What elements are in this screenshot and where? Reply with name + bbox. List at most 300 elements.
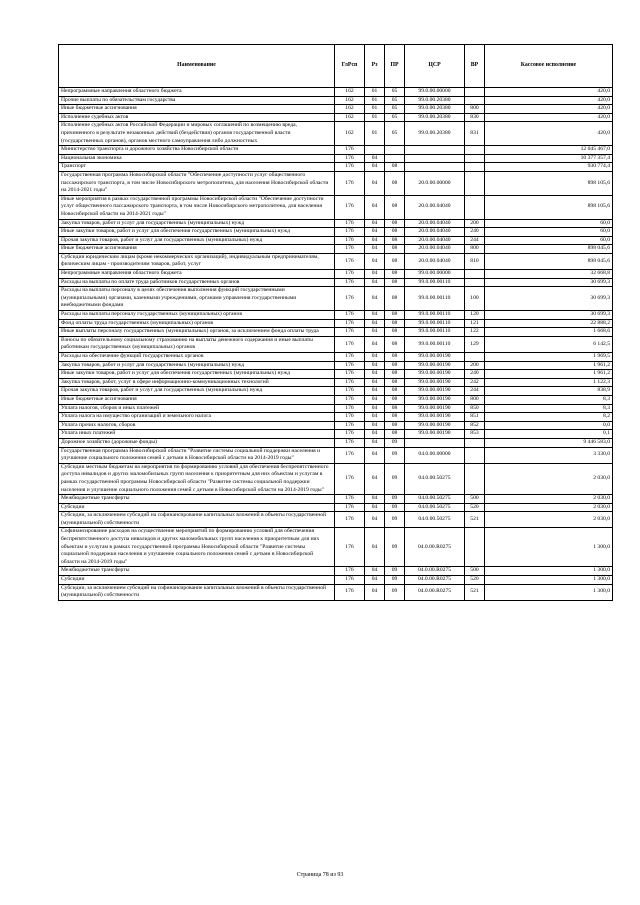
table-row [59,163,613,172]
row-pr: 08 [385,219,405,228]
row-csr: 20.0.00.04040 [405,245,465,254]
row-vr: 521 [465,512,485,528]
row-grsp: 176 [335,336,365,352]
row-name: Уплата прочих налогов, сборов [59,421,335,430]
table-row [59,430,613,439]
row-rz: 04 [365,584,385,600]
row-amount: 930 774,4 [485,163,613,172]
row-vr: 852 [465,421,485,430]
row-amount: 838,9 [485,387,613,396]
row-grsp: 176 [335,353,365,362]
row-name: Софинансирование расходов на осуществление мероприятий по формированию условий для обеспечения беспрепятственного доступа инвалидов и других маломобильных групп населения к приоритетным для них объектам и услугам в рамках государственной программы Новосибирской области "Развитие системы социальной поддержки населения и улучшение социального положения семей с детьми в Новосибирской области на 2014-2019 годы" [59,528,335,567]
row-amount: 420,0 [485,96,613,105]
row-pr: 08 [385,253,405,269]
row-pr: 05 [385,113,405,122]
row-vr [465,195,485,219]
row-csr: 99.0.00.00190 [405,413,465,422]
row-grsp: 176 [335,270,365,279]
table-row [59,195,613,219]
row-name: Субсидии местным бюджетам на мероприятия по формированию условий для обеспечения беспрепятственного доступа инвалидов и других маломобильных групп населения к приоритетным для них объектам и услугам в рамках государственной программы Новосибирской области "Развитие системы социальной поддержки населения и улучшение социального положения семей с детьми в Новосибирской области на 2014-2019 годы" [59,463,335,494]
row-grsp: 176 [335,236,365,245]
row-rz: 04 [365,311,385,320]
row-grsp: 176 [335,584,365,600]
row-csr: 99.0.00.00000 [405,88,465,97]
row-amount: 30 699,3 [485,278,613,287]
row-rz: 04 [365,567,385,576]
row-csr: 20.0.00.04040 [405,253,465,269]
row-csr: 99.0.00.00110 [405,336,465,352]
table-row [59,395,613,404]
row-rz: 01 [365,88,385,97]
col-header-name: Наименование [59,45,335,88]
row-name: Уплата иных платежей [59,430,335,439]
row-pr: 08 [385,228,405,237]
row-rz: 04 [365,463,385,494]
row-rz: 04 [365,195,385,219]
row-vr: 120 [465,311,485,320]
table-row [59,512,613,528]
row-csr: 99.0.00.00000 [405,270,465,279]
table-row [59,370,613,379]
row-rz: 04 [365,430,385,439]
row-grsp: 176 [335,311,365,320]
table-row [59,576,613,585]
row-vr: 500 [465,495,485,504]
row-pr: 09 [385,463,405,494]
row-rz: 04 [365,370,385,379]
row-rz: 04 [365,361,385,370]
row-csr: 99.0.00.00190 [405,353,465,362]
row-name: Прочие выплаты по обязательствам государства [59,96,335,105]
row-pr: 08 [385,430,405,439]
row-rz: 04 [365,447,385,463]
row-rz: 04 [365,528,385,567]
row-rz: 04 [365,270,385,279]
row-vr: 121 [465,319,485,328]
row-pr: 08 [385,270,405,279]
row-vr: 800 [465,395,485,404]
col-header-csr: ЦСР [405,45,465,88]
table-row [59,278,613,287]
row-name: Прочая закупка товаров, работ и услуг для государственных (муниципальных) нужд [59,387,335,396]
row-vr [465,278,485,287]
row-rz: 04 [365,387,385,396]
row-pr: 08 [385,311,405,320]
row-name: Непрограммные направления областного бюджета [59,270,335,279]
row-amount: 2 030,0 [485,512,613,528]
row-amount: 1 668,6 [485,328,613,337]
row-pr: 08 [385,319,405,328]
row-grsp: 176 [335,245,365,254]
row-name: Иные выплаты персоналу государственных (муниципальных) органов, за исключением фонда оплаты труда [59,328,335,337]
row-pr: 08 [385,361,405,370]
row-name: Транспорт [59,163,335,172]
row-amount: 0,0 [485,421,613,430]
row-name: Расходы на выплаты по оплате труда работников государственных органов [59,278,335,287]
row-csr: 99.0.00.20380 [405,105,465,114]
row-rz: 04 [365,319,385,328]
table-row [59,567,613,576]
table-row [59,122,613,146]
row-amount: 420,0 [485,113,613,122]
row-rz: 04 [365,512,385,528]
row-amount: 1 300,0 [485,567,613,576]
row-rz [365,146,385,155]
row-rz: 04 [365,503,385,512]
row-vr [465,270,485,279]
table-row [59,236,613,245]
row-vr: 242 [465,378,485,387]
table-row [59,154,613,163]
row-name: Национальная экономика [59,154,335,163]
row-rz: 04 [365,421,385,430]
row-rz: 04 [365,336,385,352]
row-grsp: 176 [335,219,365,228]
row-rz: 04 [365,378,385,387]
row-grsp: 176 [335,171,365,195]
row-pr: 09 [385,576,405,585]
row-amount: 898 045,6 [485,253,613,269]
col-header-rz: Рз [365,45,385,88]
row-csr: 20.0.00.04040 [405,219,465,228]
row-name: Закупка товаров, работ, услуг в сфере информационно-коммуникационных технологий [59,378,335,387]
row-grsp: 162 [335,105,365,114]
row-amount: 898 105,6 [485,195,613,219]
table-row [59,171,613,195]
budget-table [58,44,613,601]
row-grsp: 176 [335,430,365,439]
row-pr: 09 [385,447,405,463]
row-name: Иные бюджетные ассигнования [59,105,335,114]
row-pr: 08 [385,163,405,172]
row-amount: 2 030,0 [485,503,613,512]
row-name: Уплата налога на имущество организаций и земельного налога [59,413,335,422]
row-name: Непрограммные направления областного бюджета [59,88,335,97]
row-amount: 420,0 [485,105,613,114]
row-pr: 08 [385,171,405,195]
row-amount: 1 961,2 [485,361,613,370]
row-csr: 99.0.00.00190 [405,387,465,396]
row-csr: 99.0.00.00110 [405,287,465,311]
row-grsp: 176 [335,567,365,576]
row-csr: 99.0.00.00190 [405,430,465,439]
row-amount: 420,0 [485,122,613,146]
table-row [59,503,613,512]
row-grsp: 176 [335,370,365,379]
row-amount: 30 699,3 [485,287,613,311]
row-vr: 853 [465,430,485,439]
row-rz: 04 [365,245,385,254]
row-rz: 04 [365,163,385,172]
row-grsp: 162 [335,88,365,97]
row-name: Расходы на обеспечение функций государственных органов [59,353,335,362]
row-amount: 420,0 [485,88,613,97]
row-name: Субсидии, за исключением субсидий на софинансирование капитальных вложений в объекты государственной (муниципальной) собственности [59,512,335,528]
row-amount: 1 961,2 [485,370,613,379]
row-name: Иные мероприятия в рамках государственной программы Новосибирской области "Обеспечение доступности услуг общественного пассажирского транспорта, в том числе Новосибирского метрополитена, для населения Новосибирской области на 2014-2021 годы" [59,195,335,219]
table-row [59,336,613,352]
row-grsp: 176 [335,253,365,269]
row-csr: 99.0.00.00190 [405,421,465,430]
row-vr [465,447,485,463]
row-vr: 521 [465,584,485,600]
row-csr [405,438,465,447]
table-row [59,96,613,105]
row-name: Межбюджетные трансферты [59,495,335,504]
row-pr: 09 [385,567,405,576]
page-footer: Страница 78 из 93 [296,872,344,878]
row-vr: 200 [465,361,485,370]
row-name: Исполнение судебных актов Российской Федерации и мировых соглашений по возмещению вреда, причиненного в результате незаконных действий (бездействия) органов государственной власти (государственных органов), органов местного самоуправления либо должностных [59,122,335,146]
table-row [59,404,613,413]
table-row [59,245,613,254]
row-name: Расходы на выплаты персоналу государственных (муниципальных) органов [59,311,335,320]
table-row [59,387,613,396]
row-amount: 60,0 [485,228,613,237]
table-row [59,421,613,430]
row-grsp: 176 [335,163,365,172]
table-row [59,88,613,97]
row-csr: 99.0.00.00110 [405,278,465,287]
row-vr [465,154,485,163]
row-vr: 520 [465,576,485,585]
row-csr: 20.0.00.00000 [405,171,465,195]
row-vr [465,88,485,97]
row-pr: 09 [385,584,405,600]
row-vr: 800 [465,105,485,114]
row-rz: 04 [365,395,385,404]
row-amount: 2 030,0 [485,463,613,494]
row-grsp: 176 [335,195,365,219]
row-amount: 9 446 583,0 [485,438,613,447]
row-amount: 10 377 357,4 [485,154,613,163]
row-pr: 08 [385,378,405,387]
row-csr: 99.0.00.00110 [405,319,465,328]
row-pr: 08 [385,278,405,287]
row-vr: 500 [465,567,485,576]
row-pr: 08 [385,413,405,422]
table-row [59,528,613,567]
row-amount: 60,0 [485,236,613,245]
row-name: Субсидии юридическим лицам (кроме некоммерческих организаций), индивидуальным предпринимателям, физическим лицам - производителям товаров, работ, услуг [59,253,335,269]
row-grsp: 176 [335,378,365,387]
row-amount: 22 888,2 [485,319,613,328]
row-csr: 99.0.00.20380 [405,96,465,105]
row-vr [465,171,485,195]
row-rz: 04 [365,353,385,362]
row-csr: 99.0.00.20380 [405,122,465,146]
row-grsp: 162 [335,113,365,122]
row-vr: 520 [465,503,485,512]
row-name: Уплата налогов, сборов и иных платежей [59,404,335,413]
table-body [59,88,613,601]
row-name: Исполнение судебных актов [59,113,335,122]
row-csr: 04.0.00.50275 [405,463,465,494]
row-amount: 8,2 [485,413,613,422]
row-pr: 08 [385,387,405,396]
row-csr: 20.0.00.04040 [405,195,465,219]
row-pr: 09 [385,503,405,512]
table-row [59,447,613,463]
row-rz: 04 [365,253,385,269]
table-row [59,413,613,422]
row-rz: 01 [365,96,385,105]
row-pr: 08 [385,421,405,430]
row-vr [465,353,485,362]
row-grsp: 176 [335,361,365,370]
row-grsp: 176 [335,447,365,463]
row-pr: 09 [385,528,405,567]
row-pr: 05 [385,96,405,105]
row-csr [405,146,465,155]
row-csr: 99.0.00.00190 [405,378,465,387]
row-name: Иные бюджетные ассигнования [59,395,335,404]
row-grsp: 176 [335,228,365,237]
row-pr: 05 [385,105,405,114]
row-vr: 831 [465,122,485,146]
row-amount: 8,3 [485,404,613,413]
table-row [59,253,613,269]
row-grsp: 176 [335,576,365,585]
row-amount: 12 045 467,0 [485,146,613,155]
row-grsp: 176 [335,278,365,287]
row-amount: 60,0 [485,219,613,228]
row-rz: 04 [365,219,385,228]
row-pr [385,154,405,163]
row-pr: 08 [385,245,405,254]
row-amount: 2 030,0 [485,495,613,504]
table-row [59,311,613,320]
row-vr [465,528,485,567]
row-grsp: 176 [335,146,365,155]
row-vr: 244 [465,236,485,245]
row-rz: 04 [365,495,385,504]
row-pr: 09 [385,495,405,504]
row-csr [405,163,465,172]
row-rz: 01 [365,113,385,122]
row-amount: 1 300,0 [485,584,613,600]
row-rz: 04 [365,236,385,245]
row-amount: 0,1 [485,430,613,439]
row-name: Иные закупки товаров, работ и услуг для обеспечения государственных (муниципальных) нужд [59,370,335,379]
row-grsp: 176 [335,319,365,328]
row-csr: 99.0.00.00110 [405,311,465,320]
table-row [59,361,613,370]
table-row [59,219,613,228]
row-csr: 04.0.00.R0275 [405,576,465,585]
row-pr: 09 [385,512,405,528]
row-grsp: 176 [335,404,365,413]
row-name: Взносы по обязательному социальному страхованию на выплаты денежного содержания и иные выплаты работникам государственных (муниципальных) органов [59,336,335,352]
row-name: Субсидии [59,503,335,512]
row-rz: 04 [365,413,385,422]
table-row [59,378,613,387]
row-name: Расходы на выплаты персоналу в целях обеспечения выполнения функций государственными (муниципальными) органами, казенными учреждениями, органами управления государственными внебюджетными фондами [59,287,335,311]
row-amount: 898 105,6 [485,171,613,195]
row-name: Прочая закупка товаров, работ и услуг для государственных (муниципальных) нужд [59,236,335,245]
row-pr: 08 [385,287,405,311]
row-rz: 04 [365,404,385,413]
row-amount: 1 300,0 [485,528,613,567]
row-csr [405,154,465,163]
row-csr: 04.0.00.R0275 [405,584,465,600]
row-vr: 240 [465,228,485,237]
row-vr: 850 [465,404,485,413]
row-vr: 122 [465,328,485,337]
row-csr: 99.0.00.00190 [405,361,465,370]
row-grsp: 176 [335,463,365,494]
row-csr: 04.0.00.R0275 [405,528,465,567]
row-vr: 244 [465,387,485,396]
row-name: Закупка товаров, работ и услуг для государственных (муниципальных) нужд [59,219,335,228]
table-row [59,319,613,328]
row-grsp: 176 [335,328,365,337]
row-rz: 04 [365,438,385,447]
table-header-row [59,45,613,88]
row-vr [465,96,485,105]
row-name: Министерство транспорта и дорожного хозяйства Новосибирской области [59,146,335,155]
row-pr: 05 [385,88,405,97]
row-amount: 6 142,5 [485,336,613,352]
table-row [59,584,613,600]
row-name: Государственная программа Новосибирской области "Развитие системы социальной поддержки населения и улучшение социального положения семей с детьми в Новосибирской области на 2014-2019 годы" [59,447,335,463]
row-pr: 08 [385,404,405,413]
table-row [59,353,613,362]
row-csr: 20.0.00.04040 [405,228,465,237]
row-vr: 100 [465,287,485,311]
table-row [59,270,613,279]
row-pr: 08 [385,195,405,219]
row-name: Иные закупки товаров, работ и услуг для обеспечения государственных (муниципальных) нужд [59,228,335,237]
row-grsp: 176 [335,413,365,422]
row-csr: 04.0.00.R0275 [405,567,465,576]
row-csr: 04.0.00.50275 [405,503,465,512]
table-row [59,495,613,504]
row-pr: 08 [385,336,405,352]
row-pr: 08 [385,395,405,404]
table-row [59,328,613,337]
row-pr: 08 [385,328,405,337]
row-pr: 08 [385,353,405,362]
row-vr: 810 [465,253,485,269]
row-csr: 04.0.00.50275 [405,495,465,504]
row-grsp: 176 [335,154,365,163]
row-vr [465,163,485,172]
row-vr [465,438,485,447]
table-row [59,113,613,122]
row-grsp: 176 [335,387,365,396]
row-name: Субсидии, за исключением субсидий на софинансирование капитальных вложений в объекты государственной (муниципальной) собственности [59,584,335,600]
row-name: Дорожное хозяйство (дорожные фонды) [59,438,335,447]
row-csr: 99.0.00.00190 [405,404,465,413]
row-name: Межбюджетные трансферты [59,567,335,576]
row-vr: 851 [465,413,485,422]
row-name: Государственная программа Новосибирской области "Обеспечение доступности услуг общественного пассажирского транспорта, в том числе Новосибирского метрополитена, для населения Новосибирской области на 2014-2021 годы" [59,171,335,195]
row-amount: 3 330,0 [485,447,613,463]
row-amount: 8,3 [485,395,613,404]
row-vr: 200 [465,219,485,228]
row-pr: 05 [385,122,405,146]
row-amount: 1 300,0 [485,576,613,585]
table-row [59,287,613,311]
row-grsp: 176 [335,495,365,504]
col-header-amount: Кассовое исполнение [485,45,613,88]
row-name: Закупка товаров, работ и услуг для государственных (муниципальных) нужд [59,361,335,370]
row-pr: 09 [385,438,405,447]
row-rz: 04 [365,278,385,287]
row-rz: 04 [365,576,385,585]
row-rz: 01 [365,105,385,114]
